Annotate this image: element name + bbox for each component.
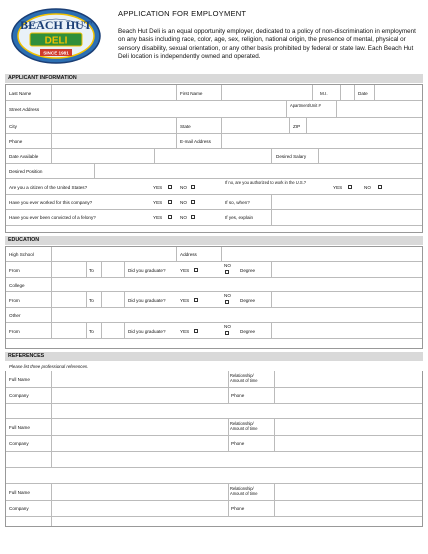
divider	[289, 118, 290, 133]
section-header-applicant: APPLICANT INFORMATION	[5, 74, 423, 83]
company-label: Company	[9, 506, 29, 511]
relationship-field[interactable]	[274, 484, 275, 500]
degree-field[interactable]	[271, 323, 272, 338]
date-field[interactable]	[374, 85, 375, 100]
desired-salary-label: Desired Salary	[276, 154, 307, 159]
felony-no-checkbox[interactable]	[191, 215, 195, 219]
divider	[124, 323, 125, 338]
divider	[176, 247, 177, 261]
divider	[124, 262, 125, 277]
date-available-label: Date Available	[9, 154, 39, 159]
phone-label: Phone	[9, 139, 23, 144]
row-felony	[6, 210, 422, 226]
reference-3-name-row	[6, 484, 422, 501]
worked-yes-checkbox[interactable]	[168, 200, 172, 204]
row-college-dates	[6, 292, 422, 308]
other-field[interactable]	[51, 308, 52, 322]
amount-of-time-label: Amount of time	[230, 378, 258, 383]
row-college	[6, 278, 422, 292]
graduate-yes-checkbox[interactable]	[194, 268, 198, 272]
divider	[354, 85, 355, 100]
reference-2-address-row	[6, 452, 422, 468]
citizen-yes-checkbox[interactable]	[168, 185, 172, 189]
phone-label: Phone	[231, 393, 245, 398]
row-city	[6, 118, 422, 134]
full-name-label: Full Name	[9, 377, 30, 382]
mi-label: M.I.	[320, 91, 328, 96]
graduate-yes-checkbox[interactable]	[194, 329, 198, 333]
phone-field[interactable]	[51, 134, 52, 148]
logo-text-since: SINCE 1981	[43, 50, 69, 56]
education-table	[5, 246, 423, 349]
last-name-field[interactable]	[51, 85, 52, 100]
beach-hut-deli-logo	[10, 6, 102, 66]
row-other-dates	[6, 323, 422, 339]
zip-label: ZIP	[293, 124, 301, 129]
divider	[228, 436, 229, 451]
degree-field[interactable]	[271, 292, 272, 307]
felony-yes-label: YES	[153, 215, 163, 220]
when-field[interactable]	[271, 195, 272, 209]
divider	[154, 149, 155, 163]
phone-field[interactable]	[274, 501, 275, 516]
graduate-no-label: NO	[224, 263, 231, 268]
full-name-field[interactable]	[51, 484, 52, 500]
divider	[228, 388, 229, 403]
last-name-label: Last Name	[9, 91, 32, 96]
section-header-education: EDUCATION	[5, 236, 423, 245]
divider	[228, 419, 229, 435]
reference-3-spacer-row	[6, 468, 422, 484]
street-address-label: Street Address	[9, 107, 40, 112]
reference-3-address-row	[6, 517, 422, 526]
full-name-label: Full Name	[9, 425, 30, 430]
worked-yes-label: YES	[153, 200, 163, 205]
intro-paragraph: Beach Hut Deli is an equal opportunity employer, dedicated to a policy of non-discrimination in employment on any basis including race, color, age, sex, religion, national origin, the presence of mental, physical or sensory disability, sexual orientation, or any other basis prohibited by federal or state law. Each Beach Hut Deli location is independently owned and operated.	[118, 28, 416, 60]
degree-label: Degree	[240, 268, 256, 273]
full-name-field[interactable]	[51, 419, 52, 435]
divider	[271, 149, 272, 163]
divider	[286, 101, 287, 117]
graduate-no-checkbox[interactable]	[225, 270, 229, 274]
street-address-field[interactable]	[51, 101, 52, 117]
company-label: Company	[9, 393, 29, 398]
reference-1-name-row	[6, 371, 422, 388]
phone-field[interactable]	[274, 388, 275, 403]
apartment-label: Apartment/Unit #	[290, 103, 321, 108]
row-name	[6, 85, 422, 101]
graduate-label: Did you graduate?	[128, 268, 166, 273]
to-label: To	[89, 298, 94, 303]
from-field[interactable]	[51, 262, 52, 277]
felony-yes-checkbox[interactable]	[168, 215, 172, 219]
from-field[interactable]	[51, 323, 52, 338]
divider	[86, 262, 87, 277]
row-high-school	[6, 247, 422, 262]
graduate-yes-checkbox[interactable]	[194, 298, 198, 302]
citizen-no-checkbox[interactable]	[191, 185, 195, 189]
company-field[interactable]	[51, 436, 52, 451]
references-note: Please list three professional references.	[9, 364, 89, 369]
from-field[interactable]	[51, 292, 52, 307]
from-label: From	[9, 298, 20, 303]
when-label: If so, when?	[225, 200, 250, 205]
explain-label: If yes, explain	[225, 215, 254, 220]
graduate-no-label: NO	[224, 324, 231, 329]
high-school-address-label: Address	[180, 252, 197, 257]
divider	[228, 501, 229, 516]
amount-of-time-label: Amount of time	[230, 426, 258, 431]
logo-text-banner: DELI	[44, 35, 68, 47]
address-field[interactable]	[51, 517, 52, 526]
row-citizen	[6, 179, 422, 195]
row-spacer	[6, 339, 422, 348]
college-label: College	[9, 283, 25, 288]
company-field[interactable]	[51, 501, 52, 516]
city-field[interactable]	[51, 118, 52, 133]
graduate-yes-label: YES	[180, 329, 190, 334]
relationship-field[interactable]	[274, 371, 275, 387]
divider	[228, 371, 229, 387]
high-school-address-field[interactable]	[221, 247, 222, 261]
full-name-field[interactable]	[51, 371, 52, 387]
company-label: Company	[9, 441, 29, 446]
graduate-no-checkbox[interactable]	[225, 300, 229, 304]
state-label: State	[180, 124, 191, 129]
state-field[interactable]	[221, 118, 222, 133]
authorized-no-label: NO	[364, 185, 371, 190]
desired-position-field[interactable]	[94, 164, 95, 178]
citizen-question: Are you a citizen of the United States?	[9, 185, 88, 190]
desired-salary-field[interactable]	[318, 149, 319, 163]
worked-no-checkbox[interactable]	[191, 200, 195, 204]
authorized-yes-label: YES	[333, 185, 343, 190]
high-school-label: High School	[9, 252, 34, 257]
date-label: Date	[358, 91, 368, 96]
row-position	[6, 164, 422, 179]
address-field[interactable]	[51, 452, 52, 467]
to-field[interactable]	[101, 323, 102, 338]
divider	[86, 323, 87, 338]
relationship-label: Relationship/	[230, 486, 254, 491]
felony-question: Have you ever been convicted of a felony?	[9, 215, 96, 220]
first-name-field[interactable]	[221, 85, 222, 100]
high-school-field[interactable]	[51, 247, 52, 261]
first-name-label: First Name	[180, 91, 203, 96]
degree-label: Degree	[240, 329, 256, 334]
divider	[86, 292, 87, 307]
relationship-label: Relationship/	[230, 421, 254, 426]
row-availability	[6, 149, 422, 164]
from-label: From	[9, 329, 20, 334]
email-field[interactable]	[221, 134, 222, 148]
authorized-question: If no, are you authorized to work in the U.S.?	[225, 180, 307, 185]
references-table	[5, 371, 423, 527]
college-field[interactable]	[51, 278, 52, 291]
page-title: APPLICATION FOR EMPLOYMENT	[118, 9, 247, 18]
graduate-yes-label: YES	[180, 298, 190, 303]
to-field[interactable]	[101, 292, 102, 307]
reference-2-name-row	[6, 419, 422, 436]
zip-field[interactable]	[306, 118, 307, 133]
relationship-label: Relationship/	[230, 373, 254, 378]
row-address	[6, 101, 422, 118]
full-name-label: Full Name	[9, 490, 30, 495]
section-header-references: REFERENCES	[5, 352, 423, 361]
phone-field[interactable]	[274, 436, 275, 451]
authorized-no-checkbox[interactable]	[378, 185, 382, 189]
divider	[176, 134, 177, 148]
address-field[interactable]	[51, 404, 52, 418]
reference-2-company-row	[6, 436, 422, 452]
desired-position-label: Desired Position	[9, 169, 43, 174]
mi-field[interactable]	[340, 85, 341, 100]
divider	[124, 292, 125, 307]
felony-no-label: NO	[180, 215, 187, 220]
from-label: From	[9, 268, 20, 273]
citizen-yes-label: YES	[153, 185, 163, 190]
phone-label: Phone	[231, 506, 245, 511]
worked-no-label: NO	[180, 200, 187, 205]
row-contact	[6, 134, 422, 149]
divider	[228, 484, 229, 500]
reference-3-company-row	[6, 501, 422, 517]
divider	[176, 118, 177, 133]
city-label: City	[9, 124, 17, 129]
graduate-label: Did you graduate?	[128, 298, 166, 303]
applicant-information-table	[5, 84, 423, 233]
row-other	[6, 308, 422, 323]
apartment-field[interactable]	[336, 101, 337, 117]
relationship-field[interactable]	[274, 419, 275, 435]
authorized-yes-checkbox[interactable]	[348, 185, 352, 189]
degree-field[interactable]	[271, 262, 272, 277]
to-label: To	[89, 329, 94, 334]
row-high-school-dates	[6, 262, 422, 278]
phone-label: Phone	[231, 441, 245, 446]
reference-1-company-row	[6, 388, 422, 404]
row-spacer	[6, 226, 422, 232]
amount-of-time-label: Amount of time	[230, 491, 258, 496]
date-available-field[interactable]	[51, 149, 52, 163]
graduate-no-checkbox[interactable]	[225, 331, 229, 335]
reference-1-address-row	[6, 404, 422, 419]
company-field[interactable]	[51, 388, 52, 403]
row-worked	[6, 195, 422, 210]
to-field[interactable]	[101, 262, 102, 277]
graduate-yes-label: YES	[180, 268, 190, 273]
citizen-no-label: NO	[180, 185, 187, 190]
divider	[312, 85, 313, 100]
degree-label: Degree	[240, 298, 256, 303]
to-label: To	[89, 268, 94, 273]
worked-question: Have you ever worked for this company?	[9, 200, 93, 205]
email-label: E-mail Address	[180, 139, 211, 144]
explain-field[interactable]	[271, 210, 272, 225]
graduate-no-label: NO	[224, 293, 231, 298]
graduate-label: Did you graduate?	[128, 329, 166, 334]
other-label: Other	[9, 313, 21, 318]
divider	[176, 85, 177, 100]
logo-text-top: BEACH HUT	[20, 18, 92, 32]
